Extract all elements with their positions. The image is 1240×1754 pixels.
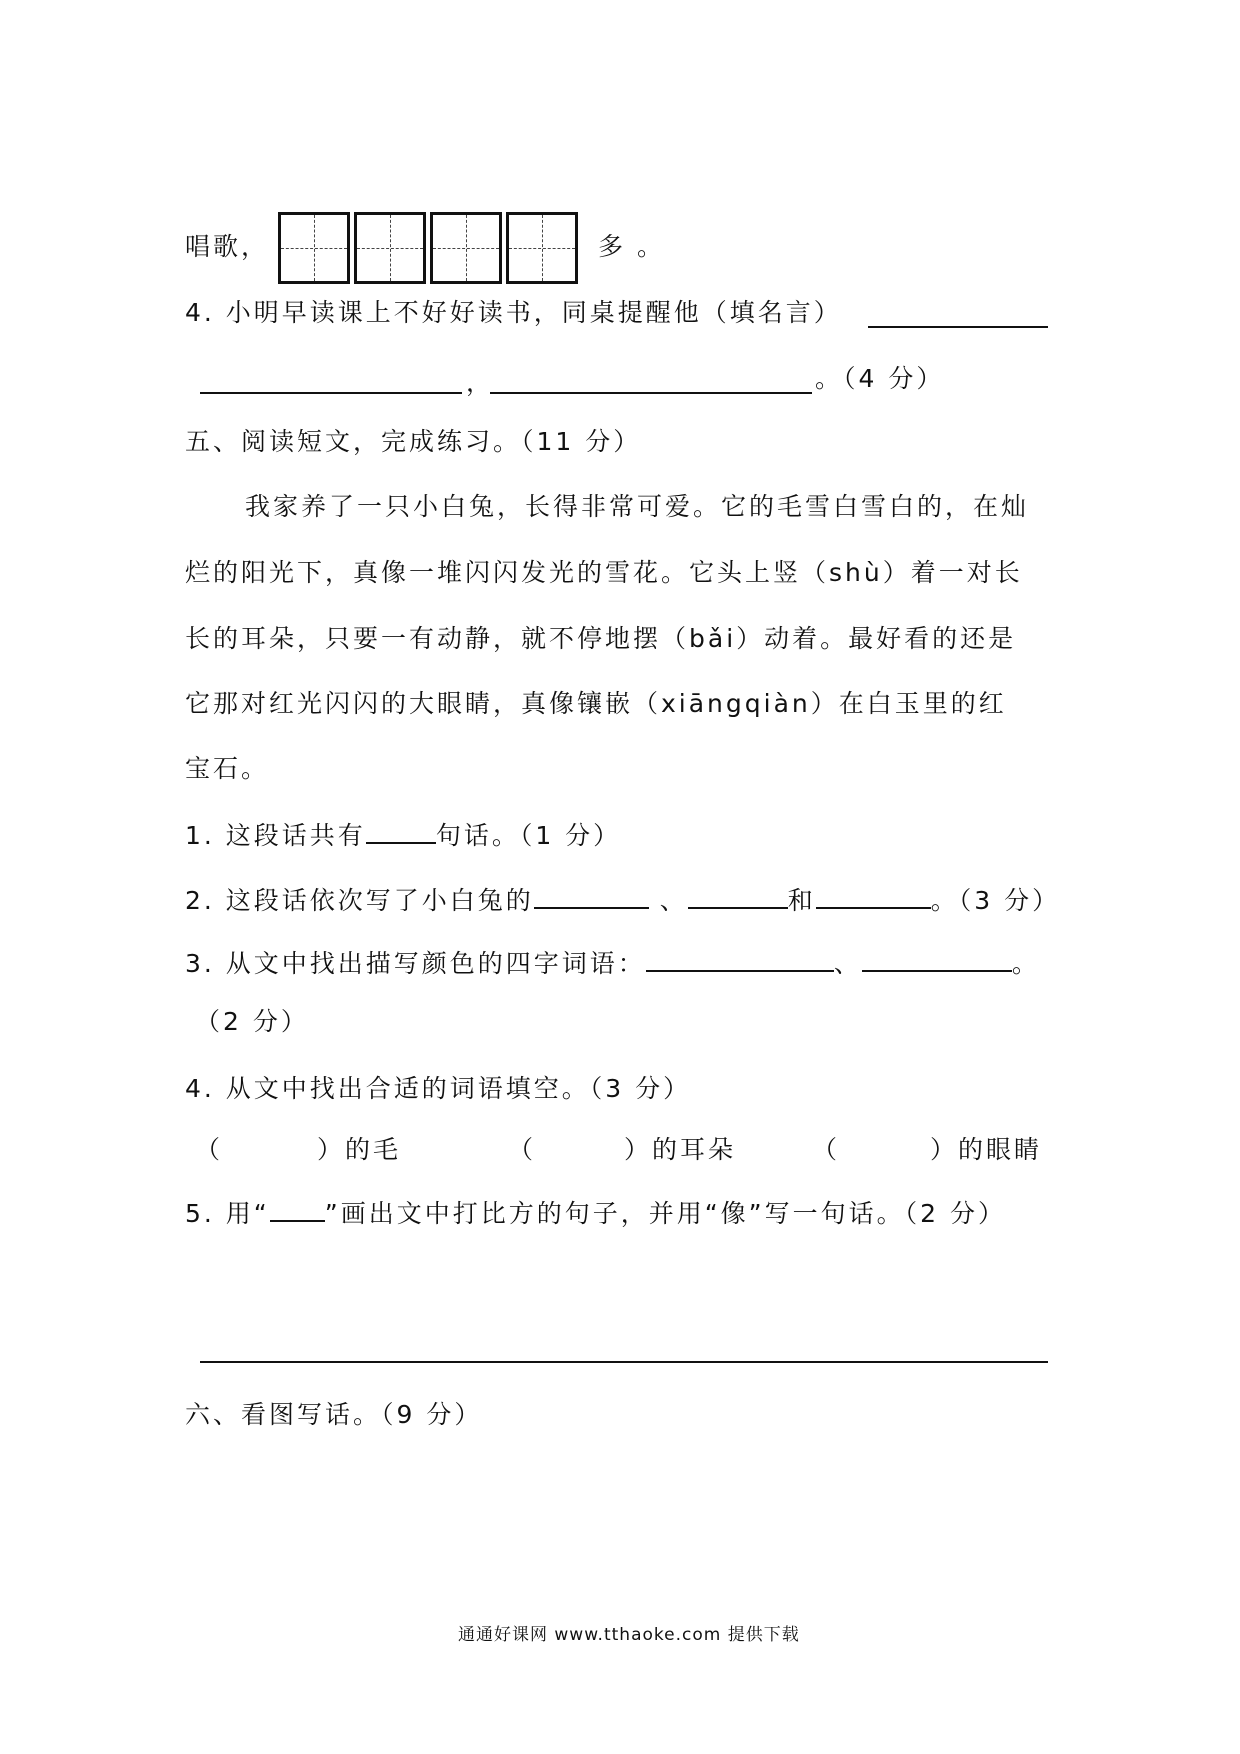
singing-suffix: 多 。: [598, 232, 665, 261]
tianzige-cell[interactable]: [506, 212, 578, 284]
q4-blank-eyes-open: （: [812, 1135, 841, 1164]
q3-blank-2[interactable]: [862, 944, 1012, 972]
q3-sep: 、: [833, 949, 862, 978]
passage-line: 它那对红光闪闪的大眼睛，真像镶嵌（xiāngqiàn）在白玉里的红: [185, 689, 1007, 718]
q4-blank-ears-open: （: [508, 1135, 537, 1164]
q4-famous-question: 4. 小明早读课上不好好读书，同桌提醒他（填名言）: [185, 298, 842, 327]
q3-question: [185, 944, 1040, 981]
q2-sep-2: 和: [787, 886, 816, 915]
q4-blank-fur-open: （: [195, 1135, 224, 1164]
q2-sep-1: 、: [659, 886, 688, 915]
section6-title: 六、看图写话。（9 分）: [185, 1400, 483, 1429]
singing-prefix: 唱歌，: [185, 232, 270, 261]
q3-score: （2 分）: [195, 1007, 309, 1036]
tianzige-cell[interactable]: [354, 212, 426, 284]
q3-blank-1[interactable]: [646, 944, 834, 972]
q4-famous-blank-3[interactable]: [490, 392, 812, 394]
q2-blank-3[interactable]: [816, 881, 931, 909]
q2-blank-2[interactable]: [688, 881, 788, 909]
passage-line: 烂的阳光下，真像一堆闪闪发光的雪花。它头上竖（shù）着一对长: [185, 558, 1023, 587]
q3-text-before: 3. 从文中找出描写颜色的四字词语：: [185, 949, 646, 978]
q5-text-before: 5. 用“: [185, 1199, 270, 1228]
q4-famous-blank-2[interactable]: [200, 392, 462, 394]
q5-sample-line: [270, 1194, 325, 1222]
passage-line: 长的耳朵，只要一有动静，就不停地摆（bǎi）动着。最好看的还是: [185, 624, 1017, 653]
q2-text-before: 2. 这段话依次写了小白兔的: [185, 886, 534, 915]
section5-title: 五、阅读短文，完成练习。（11 分）: [185, 427, 642, 456]
tianzige-cell[interactable]: [430, 212, 502, 284]
q2-question: [185, 881, 1060, 918]
q4-famous-score: 。（4 分）: [815, 364, 945, 393]
q1-text-after: 句话。（1 分）: [435, 821, 622, 850]
q1-question: [185, 816, 621, 853]
q1-blank[interactable]: [366, 816, 436, 844]
q4-blank-eyes: ）的眼睛: [930, 1135, 1043, 1164]
q4-blank-ears: ）的耳朵: [624, 1135, 737, 1164]
q4-famous-comma: ，: [466, 368, 495, 397]
q5-answer-line[interactable]: [200, 1361, 1048, 1363]
q2-blank-1[interactable]: [534, 881, 649, 909]
footer-credit: 通通好课网 www.tthaoke.com 提供下载: [458, 1625, 800, 1645]
q3-text-after: 。: [1011, 949, 1040, 978]
q4-question: 4. 从文中找出合适的词语填空。（3 分）: [185, 1074, 692, 1103]
tianzige-cell[interactable]: [278, 212, 350, 284]
q2-text-after: 。（3 分）: [930, 886, 1061, 915]
q5-text-after: ”画出文中打比方的句子，并用“像”写一句话。（2 分）: [324, 1199, 1006, 1228]
q5-question: [185, 1194, 1006, 1231]
q4-famous-blank-1[interactable]: [868, 326, 1048, 328]
q1-text-before: 1. 这段话共有: [185, 821, 366, 850]
passage-line: 宝石。: [185, 754, 270, 783]
passage-line: 我家养了一只小白兔，长得非常可爱。它的毛雪白雪白的，在灿: [245, 492, 1030, 521]
q4-blank-fur: ）的毛: [317, 1135, 402, 1164]
